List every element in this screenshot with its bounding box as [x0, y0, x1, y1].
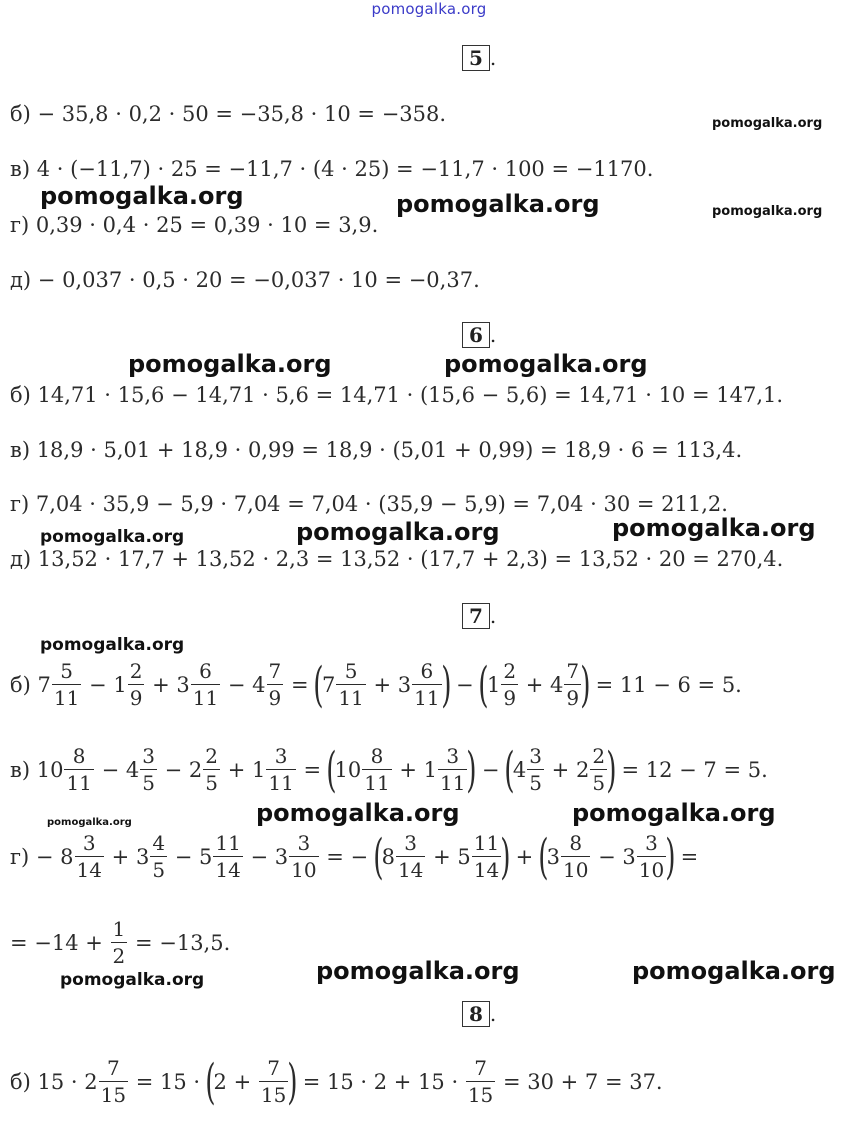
task8-dot: .: [489, 1002, 497, 1026]
label: в): [10, 757, 31, 782]
fraction: 6 11: [192, 659, 219, 710]
task5-header: [462, 45, 496, 71]
result: = 11 − 6 = 5.: [595, 672, 742, 697]
watermark: pomogalka.org: [128, 350, 332, 378]
fraction: 11 14: [473, 831, 500, 882]
watermark: pomogalka.org: [632, 957, 836, 985]
paren-open: (: [538, 828, 549, 885]
task7-line-v: в) 10 8 11 − 4 3 5 − 2 2 5 + 1 3 11 = ( 10 8 11 + 1 3 11 ) − ( 4 3 5 + 2 2 5 ) = 12 − 7 = 5.: [10, 741, 768, 798]
fraction: 3 5: [529, 744, 542, 795]
watermark: pomogalka.org: [256, 799, 460, 827]
watermark: pomogalka.org: [60, 970, 205, 990]
paren-close: ): [606, 741, 617, 798]
fraction: 3 5: [142, 744, 155, 795]
fraction: 3 14: [397, 831, 424, 882]
paren-open: (: [504, 741, 515, 798]
fraction: 5 11: [53, 659, 80, 710]
paren-open: (: [373, 828, 384, 885]
task5-line-d: д) − 0,037 · 0,5 · 20 = −0,037 · 10 = −0,37.: [10, 268, 480, 292]
fraction: 6 11: [414, 659, 440, 710]
label: г) −: [10, 844, 54, 869]
fraction: 3 10: [291, 831, 317, 882]
task8-number: 8: [462, 1001, 490, 1027]
watermark: pomogalka.org: [396, 190, 600, 218]
task6-header: [462, 322, 496, 348]
fraction: $\frac{7}{15}$: [100, 1056, 127, 1107]
paren-close: ): [500, 828, 511, 885]
task6-line-b: б) 14,71 · 15,6 − 14,71 · 5,6 = 14,71 · (15,6 − 5,6) = 14,71 · 10 = 147,1.: [10, 383, 784, 407]
fraction: 7 9: [566, 659, 580, 710]
fraction: 2 9: [503, 659, 517, 710]
watermark: pomogalka.org: [47, 817, 132, 828]
watermark: pomogalka.org: [316, 957, 520, 985]
task6-line-d: д) 13,52 · 17,7 + 13,52 · 2,3 = 13,52 · (17,7 + 2,3) = 13,52 · 20 = 270,4.: [10, 547, 784, 571]
fraction: 7 9: [268, 659, 282, 710]
fraction: 8 11: [364, 744, 390, 795]
task7-header: [462, 603, 496, 629]
fraction: 3 11: [268, 744, 294, 795]
task7-dot: .: [489, 604, 497, 628]
watermark: pomogalka.org: [40, 182, 244, 210]
fraction: 11 14: [215, 831, 241, 882]
label: б): [10, 672, 31, 697]
watermark: pomogalka.org: [444, 350, 648, 378]
fraction: 8 10: [562, 831, 589, 882]
paren-open: (: [325, 741, 337, 798]
paren-close: ): [665, 828, 676, 885]
fraction: 4 5: [152, 831, 166, 882]
task5-dot: .: [489, 46, 497, 70]
paren-close: ): [580, 656, 591, 713]
top-watermark: pomogalka.org: [371, 0, 487, 18]
watermark: pomogalka.org: [712, 204, 823, 219]
watermark: pomogalka.org: [612, 514, 816, 542]
paren-open: (: [205, 1053, 216, 1110]
task6-dot: .: [489, 323, 497, 347]
task7-line-b: б) 7 5 11 − 1 2 9 + 3 6 11 − 4 7 9 = ( 7 5 11 + 3 6 11 ) − ( 1 2 9 + 4 7 9 ) = 11 − 6 = 5.: [10, 656, 742, 713]
fraction: 2 5: [205, 744, 219, 795]
task6-line-v: в) 18,9 · 5,01 + 18,9 · 0,99 = 18,9 · (5,01 + 0,99) = 18,9 · 6 = 113,4.: [10, 438, 743, 462]
paren-open: (: [478, 656, 489, 713]
fraction: $\frac{1}{2}$: [112, 917, 126, 968]
fraction: $\frac{7}{15}$: [260, 1056, 287, 1107]
task6-number: 6: [462, 322, 490, 348]
fraction: 3 14: [76, 831, 102, 882]
watermark: pomogalka.org: [296, 518, 500, 546]
task7-line-g: г) − 8 3 14 + 3 4 5 − 5 11 14 − 3 3 10 = − ( 8 3 14 + 5 11 14 ) + ( 3 8 10 − 3 3 10 ) =: [10, 828, 699, 885]
watermark: pomogalka.org: [40, 635, 185, 655]
fraction: $\frac{7}{15}$: [467, 1056, 494, 1107]
result: = 12 − 7 = 5.: [621, 757, 768, 782]
watermark: pomogalka.org: [40, 527, 185, 547]
task7-line-g-continued: = −14 + $\frac{1}{2}$ = −13,5.: [10, 917, 231, 968]
watermark: pomogalka.org: [572, 799, 776, 827]
task8-header: [462, 1001, 496, 1027]
whole: 7: [37, 672, 51, 697]
fraction: 3 10: [638, 831, 665, 882]
task7-number: 7: [462, 603, 490, 629]
paren-close: ): [440, 656, 452, 713]
task8-line-b: б) 15 · 2 $\frac{7}{15}$ = 15 · ( 2 + $\frac{7}{15}$ ) = 15 · 2 + 15 · $\frac{7}{15}$ = 30 + 7 = 37.: [10, 1053, 663, 1110]
paren-close: ): [287, 1053, 298, 1110]
task5-line-b: б) − 35,8 · 0,2 · 50 = −35,8 · 10 = −358.: [10, 102, 447, 126]
task5-line-v: в) 4 · (−11,7) · 25 = −11,7 · (4 · 25) = −11,7 · 100 = −1170.: [10, 157, 654, 181]
fraction: 3 11: [440, 744, 466, 795]
fraction: 8 11: [66, 744, 92, 795]
task5-line-g: г) 0,39 · 0,4 · 25 = 0,39 · 10 = 3,9.: [10, 213, 379, 237]
fraction: 2 5: [592, 744, 606, 795]
fraction: 2 9: [129, 659, 143, 710]
watermark: pomogalka.org: [712, 116, 823, 131]
paren-open: (: [313, 656, 324, 713]
task5-number: 5: [462, 45, 490, 71]
task6-line-g: г) 7,04 · 35,9 − 5,9 · 7,04 = 7,04 · (35,9 − 5,9) = 7,04 · 30 = 211,2.: [10, 492, 728, 516]
fraction: 5 11: [338, 659, 364, 710]
paren-close: ): [466, 741, 477, 798]
